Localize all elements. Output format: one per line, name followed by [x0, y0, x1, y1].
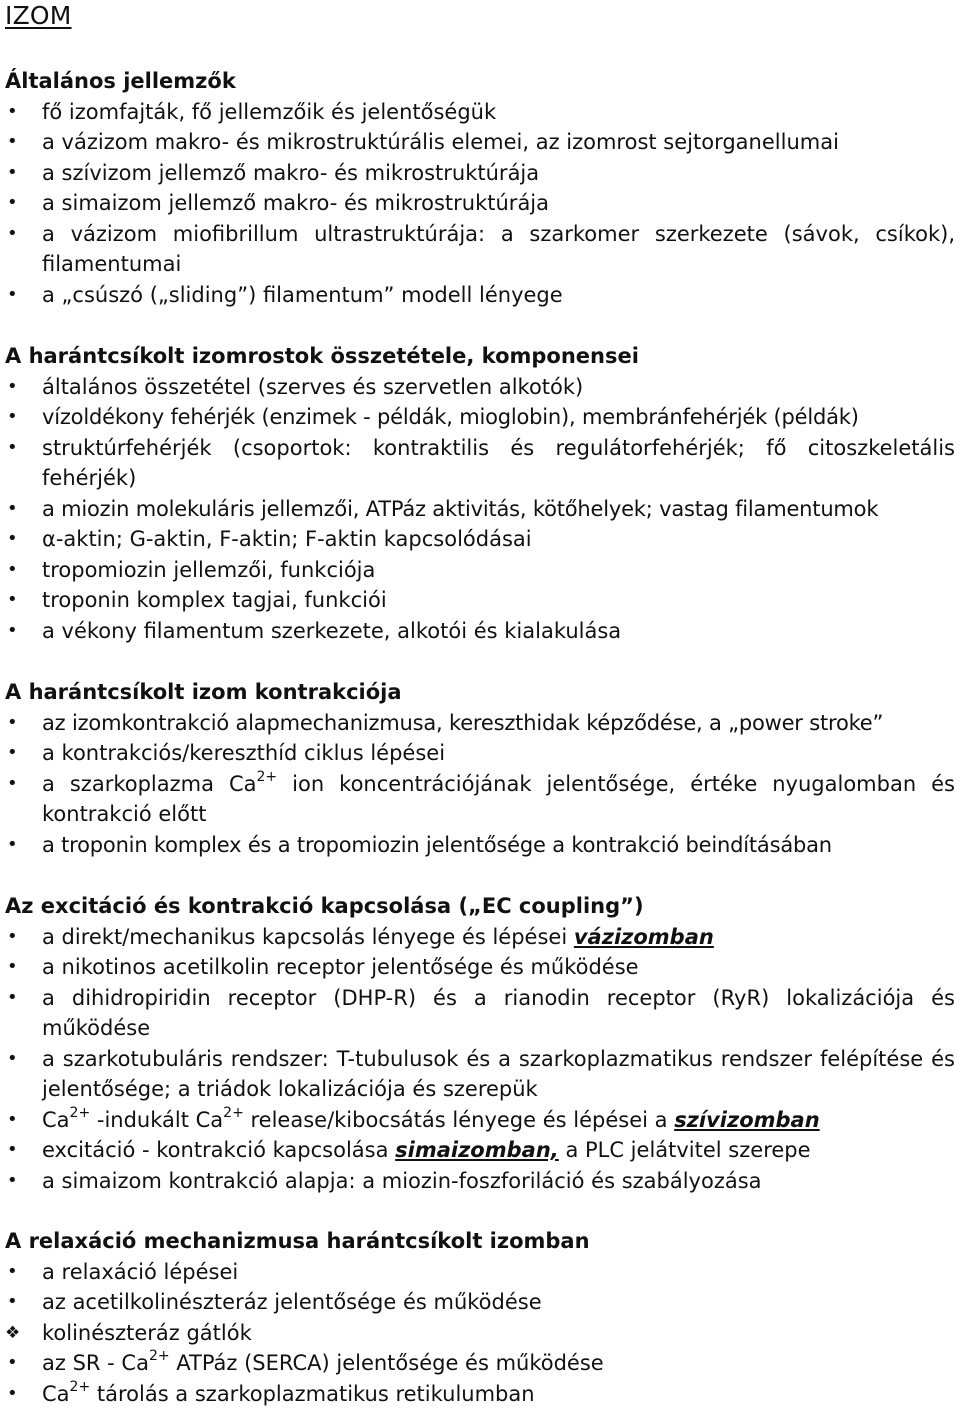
list-item: • a szarkotubuláris rendszer: T-tubulusok és a szarkoplazmatikus rendszer felépítése és jelentősége; a triádok lokalizációja és szerepük — [5, 1044, 955, 1105]
list-item: • általános összetétel (szerves és szervetlen alkotók) — [5, 372, 955, 403]
list-item: • a vékony filamentum szerkezete, alkotói és kialakulása — [5, 616, 955, 647]
list-item: • az SR - $Ca^{2+}$ ATPáz (SERCA) jelentősége és működése — [5, 1348, 955, 1379]
list-item: • a dihidropiridin receptor (DHP-R) és a rianodin receptor (RyR) lokalizációja és működése — [5, 983, 955, 1044]
bullet-icon: • — [7, 742, 18, 763]
list-item: • a troponin komplex és a tropomiozin jelentősége a kontrakció beindításában — [5, 830, 955, 861]
list-item: • a relaxáció lépései — [5, 1257, 955, 1288]
bullet-icon: • — [7, 1352, 18, 1373]
list-item: • a „csúszó („sliding”) filamentum” modell lényege — [5, 280, 955, 311]
section-heading: A harántcsíkolt izom kontrakciója — [5, 680, 402, 704]
bullet-icon: • — [7, 986, 18, 1008]
bullet-list — [5, 708, 955, 861]
section-composition — [5, 341, 955, 646]
bullet-icon: • — [7, 222, 18, 244]
diamond-bullet-icon: ❖ — [5, 1322, 21, 1343]
bullet-icon: • — [7, 528, 18, 549]
bullet-icon: • — [7, 925, 18, 947]
list-item: • a simaizom jellemző makro- és mikrostruktúrája — [5, 188, 955, 219]
bullet-icon: • — [7, 100, 18, 122]
section-heading: Az excitáció és kontrakció kapcsolása („EC coupling”) — [5, 894, 644, 918]
bullet-icon: • — [7, 833, 18, 855]
bullet-icon: • — [7, 406, 18, 427]
list-item: • tropomiozin jellemzői, funkciója — [5, 555, 955, 586]
section-heading: A relaxáció mechanizmusa harántcsíkolt izomban — [5, 1229, 590, 1253]
list-item: • az acetilkolinészteráz jelentősége és működése — [5, 1287, 955, 1318]
bullet-icon: • — [7, 375, 18, 397]
bullet-icon: • — [7, 436, 18, 458]
section-ec-coupling — [5, 891, 955, 1196]
list-item: • a nikotinos acetilkolin receptor jelentősége és működése — [5, 952, 955, 983]
list-item: • az izomkontrakció alapmechanizmusa, kereszthidak képződése, a „power stroke” — [5, 708, 955, 739]
section-heading: Általános jellemzők — [5, 69, 236, 93]
bullet-icon: • — [7, 131, 18, 152]
list-item: • α-aktin; G-aktin, F-aktin; F-aktin kapcsolódásai — [5, 524, 955, 555]
list-item: • a simaizom kontrakció alapja: a miozin-foszforiláció és szabályozása — [5, 1166, 955, 1197]
list-item: • a vázizom miofibrillum ultrastruktúrája: a szarkomer szerkezete (sávok, csíkok), filamentumai — [5, 219, 955, 280]
list-item: • fő izomfajták, fő jellemzőik és jelentőségük — [5, 97, 955, 128]
list-item: • a miozin molekuláris jellemzői, ATPáz aktivitás, kötőhelyek; vastag filamentumok — [5, 494, 955, 525]
bullet-list — [5, 922, 955, 1197]
list-item: • excitáció - kontrakció kapcsolása simaizomban, a PLC jelátvitel szerepe — [5, 1135, 955, 1166]
list-item: • troponin komplex tagjai, funkciói — [5, 585, 955, 616]
section-relaxation — [5, 1226, 955, 1409]
bullet-icon: • — [7, 497, 18, 519]
bullet-icon: • — [7, 1139, 18, 1160]
bullet-icon: • — [7, 1382, 18, 1404]
bullet-list — [5, 372, 955, 647]
bullet-icon: • — [7, 589, 18, 610]
list-item: • $Ca^{2+}$ -indukált $Ca^{2+}$ release/kibocsátás lényege és lépései a szívizomban — [5, 1105, 955, 1136]
bullet-icon: • — [7, 956, 18, 977]
list-item: • a direkt/mechanikus kapcsolás lényege és lépései vázizomban — [5, 922, 955, 953]
bullet-icon: • — [7, 1169, 18, 1191]
bullet-icon: • — [7, 1291, 18, 1312]
list-item: • $Ca^{2+}$ tárolás a szarkoplazmatikus retikulumban — [5, 1379, 955, 1410]
list-item: • a vázizom makro- és mikrostruktúrális elemei, az izomrost sejtorganellumai — [5, 127, 955, 158]
bullet-list — [5, 1257, 955, 1410]
bullet-icon: • — [7, 161, 18, 183]
list-item: • a szarkoplazma $Ca^{2+}$ ion koncentrációjának jelentősége, értéke nyugalomban és kontrakció előtt — [7, 768, 955, 826]
bullet-icon: • — [7, 619, 18, 641]
bullet-list — [5, 97, 955, 311]
list-item: ❖ kolinészteráz gátlók — [5, 1318, 955, 1349]
bullet-icon: • — [7, 1108, 18, 1130]
bullet-icon: • — [7, 772, 18, 794]
section-contraction — [5, 677, 955, 860]
list-item: • a kontrakciós/kereszthíd ciklus lépései — [5, 738, 955, 769]
section-heading: A harántcsíkolt izomrostok összetétele, komponensei — [5, 344, 639, 368]
bullet-icon: • — [7, 192, 18, 213]
bullet-icon: • — [7, 283, 18, 305]
list-item: • a szívizom jellemző makro- és mikrostruktúrája — [5, 158, 955, 189]
bullet-icon: • — [7, 1260, 18, 1282]
list-item: • struktúrfehérjék (csoportok: kontraktilis és regulátorfehérjék; fő citoszkeletális fehérjék) — [5, 433, 955, 494]
bullet-icon: • — [7, 1047, 18, 1069]
bullet-icon: • — [7, 558, 18, 580]
list-item: • vízoldékony fehérjék (enzimek - példák, mioglobin), membránfehérjék (példák) — [5, 402, 955, 433]
section-general — [5, 66, 955, 310]
bullet-icon: • — [7, 711, 18, 733]
document-title: IZOM — [5, 1, 72, 30]
